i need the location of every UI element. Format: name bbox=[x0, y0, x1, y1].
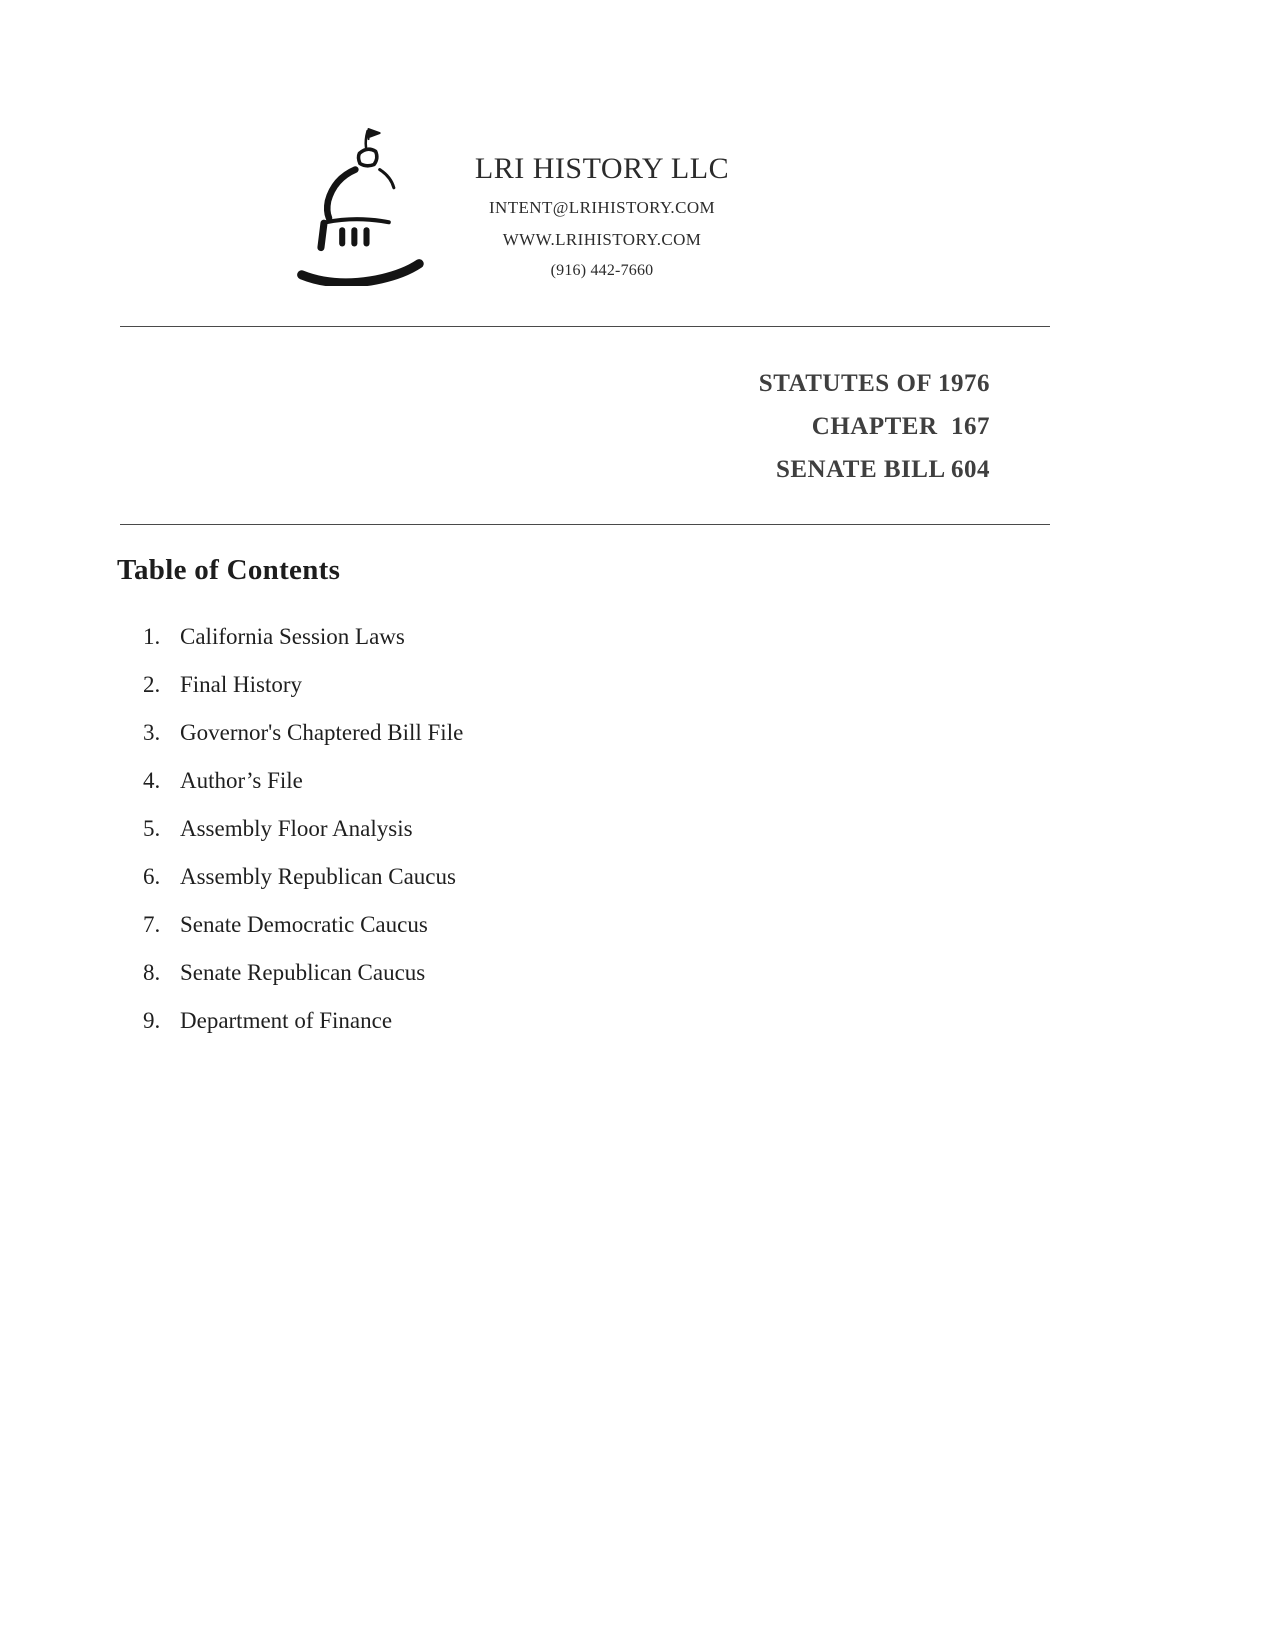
capitol-sketch-logo-icon bbox=[296, 126, 436, 286]
statute-title-block bbox=[759, 362, 990, 491]
contact-phone: (916) 442-7660 bbox=[550, 262, 654, 279]
statute-line-chapter: CHAPTER 167 bbox=[811, 413, 990, 440]
contact-email: INTENT@LRIHISTORY.COM bbox=[488, 198, 716, 217]
toc-item-number: 9. bbox=[143, 1008, 161, 1033]
toc-item-number: 8. bbox=[143, 960, 161, 985]
toc-item bbox=[143, 672, 843, 697]
toc-item-number: 6. bbox=[143, 864, 161, 889]
toc-item bbox=[143, 624, 843, 649]
toc-item-label: Assembly Republican Caucus bbox=[180, 864, 456, 889]
toc-item bbox=[143, 816, 843, 841]
divider-top bbox=[120, 326, 1050, 327]
toc-item-number: 3. bbox=[143, 720, 161, 745]
toc-item-number: 2. bbox=[143, 672, 161, 697]
toc-item-label: California Session Laws bbox=[180, 624, 405, 649]
toc-item-label: Governor's Chaptered Bill File bbox=[180, 720, 464, 745]
contact-website: WWW.LRIHISTORY.COM bbox=[502, 230, 702, 249]
toc-item-number: 1. bbox=[143, 624, 161, 649]
toc-item bbox=[143, 912, 843, 937]
toc-item-label: Author’s File bbox=[180, 768, 303, 793]
statute-line-statutes: STATUTES OF 1976 bbox=[758, 370, 990, 397]
toc-item-label: Senate Republican Caucus bbox=[180, 960, 426, 985]
toc-list bbox=[143, 624, 843, 1056]
toc-item-label: Final History bbox=[180, 672, 303, 697]
toc-heading: Table of Contents bbox=[117, 554, 341, 586]
toc-item bbox=[143, 1008, 843, 1033]
statute-line-senate-bill: SENATE BILL 604 bbox=[775, 456, 990, 483]
letterhead bbox=[462, 152, 742, 280]
toc-item-label: Department of Finance bbox=[180, 1008, 393, 1033]
toc-item-label: Assembly Floor Analysis bbox=[180, 816, 413, 841]
toc-item bbox=[143, 768, 843, 793]
toc-item-number: 4. bbox=[143, 768, 161, 793]
company-name: LRI HISTORY LLC bbox=[474, 152, 730, 185]
toc-item-label: Senate Democratic Caucus bbox=[180, 912, 428, 937]
toc-item-number: 7. bbox=[143, 912, 161, 937]
toc-item bbox=[143, 864, 843, 889]
toc-item-number: 5. bbox=[143, 816, 161, 841]
divider-middle bbox=[120, 524, 1050, 525]
toc-item bbox=[143, 960, 843, 985]
toc-item bbox=[143, 720, 843, 745]
